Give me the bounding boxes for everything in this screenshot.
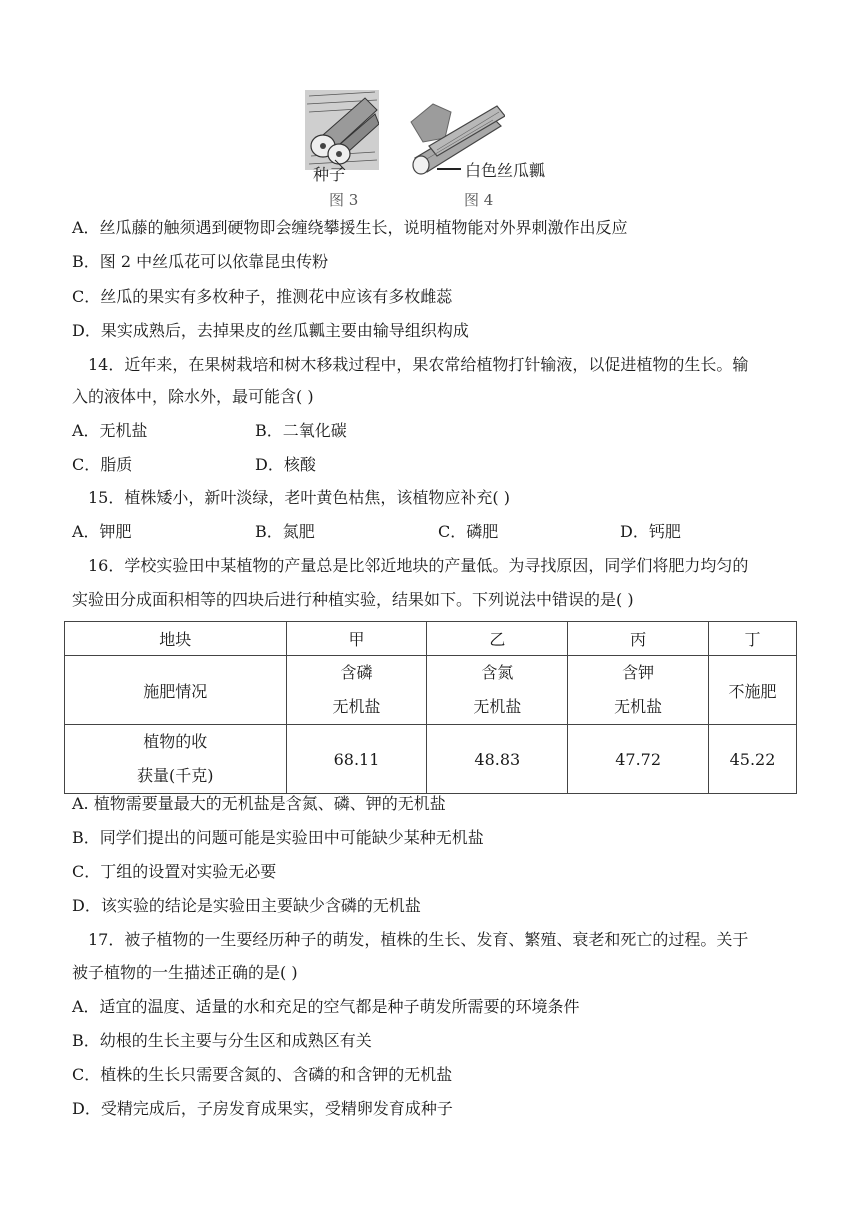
q15-option-a: A．钾肥 [72,522,132,541]
q16-stem-line1: 16．学校实验田中某植物的产量总是比邻近地块的产量低。为寻找原因，同学们将肥力均匀的 [88,556,749,575]
table-cell-fertilizer [427,656,568,725]
table-cell-yield: 47.72 [568,725,709,794]
q17-option-a: A．适宜的温度、适量的水和充足的空气都是种子萌发所需要的环境条件 [72,997,580,1016]
q17-option-c: C．植株的生长只需要含氮的、含磷的和含钾的无机盐 [72,1065,453,1084]
figure-3-image [305,90,379,170]
cell-line: 含钾 [622,663,655,682]
table-cell-fertilizer [568,656,709,725]
cell-line: 含磷 [340,663,373,682]
cell-line: 无机盐 [332,697,381,716]
q13-option-a: A．丝瓜藤的触须遇到硬物即会缠绕攀援生长，说明植物能对外界刺激作出反应 [72,218,628,237]
cell-line: 无机盐 [614,697,663,716]
figure-4-label: 白色丝瓜瓤 [465,161,546,180]
q14-option-b: B．二氧化碳 [255,421,347,440]
figure-3-label: 种子 [313,165,346,184]
q17-stem-line2: 被子植物的一生描述正确的是( ) [72,963,298,982]
figure-3-caption: 图 3 [329,191,359,209]
q13-option-c: C．丝瓜的果实有多枚种子，推测花中应该有多枚雌蕊 [72,287,453,306]
table-header-row [65,622,797,656]
row-label-fertilizer: 施肥情况 [65,656,287,725]
table-header-cell: 丁 [709,622,797,656]
q14-option-c: C．脂质 [72,455,133,474]
table-header-cell: 乙 [427,622,568,656]
q16-option-c: C．丁组的设置对实验无必要 [72,862,277,881]
q14-stem-line1: 14．近年来，在果树栽培和树木移栽过程中，果农常给植物打针输液，以促进植物的生长。输 [88,355,749,374]
figure-4-pointer-line [437,168,461,170]
q16-option-a: A. 植物需要量最大的无机盐是含氮、磷、钾的无机盐 [72,794,446,813]
q17-option-d: D．受精完成后，子房发育成果实，受精卵发育成种子 [72,1099,453,1118]
figure-4-caption: 图 4 [464,191,494,209]
cell-line: 获量(千克) [137,766,214,785]
cell-line: 植物的收 [143,732,208,751]
q13-option-d: D．果实成熟后，去掉果皮的丝瓜瓤主要由输导组织构成 [72,321,469,340]
table-cell-yield: 48.83 [427,725,568,794]
cell-line: 无机盐 [473,697,522,716]
q14-stem-line2: 入的液体中，除水外，最可能含( ) [72,387,314,406]
q15-option-c: C．磷肥 [438,522,499,541]
table-cell-fertilizer: 不施肥 [709,656,797,725]
table-header-cell: 甲 [286,622,427,656]
q16-option-b: B．同学们提出的问题可能是实验田中可能缺少某种无机盐 [72,828,484,847]
q14-option-a: A．无机盐 [72,421,148,440]
table-cell-fertilizer [286,656,427,725]
q15-stem: 15．植株矮小，新叶淡绿，老叶黄色枯焦，该植物应补充( ) [88,488,510,507]
cell-line: 含氮 [481,663,514,682]
q15-option-b: B．氮肥 [255,522,315,541]
q13-option-b: B．图 2 中丝瓜花可以依靠昆虫传粉 [72,252,329,271]
q16-stem-line2: 实验田分成面积相等的四块后进行种植实验，结果如下。下列说法中错误的是( ) [72,590,634,609]
q17-stem-line1: 17．被子植物的一生要经历种子的萌发，植株的生长、发育、繁殖、衰老和死亡的过程。关于 [88,930,749,949]
q17-option-b: B．幼根的生长主要与分生区和成熟区有关 [72,1031,372,1050]
table-header-cell: 丙 [568,622,709,656]
table-row-fertilizer [65,656,797,725]
table-cell-yield: 68.11 [286,725,427,794]
luffa-cross-section-illustration [305,90,379,170]
table-header-cell: 地块 [65,622,287,656]
row-label-yield [65,725,287,794]
q14-option-d: D．核酸 [255,455,316,474]
q15-option-d: D．钙肥 [620,522,681,541]
table-row-yield [65,725,797,794]
q16-option-d: D．该实验的结论是实验田主要缺少含磷的无机盐 [72,896,421,915]
table-cell-yield: 45.22 [709,725,797,794]
q16-results-table [64,621,797,794]
